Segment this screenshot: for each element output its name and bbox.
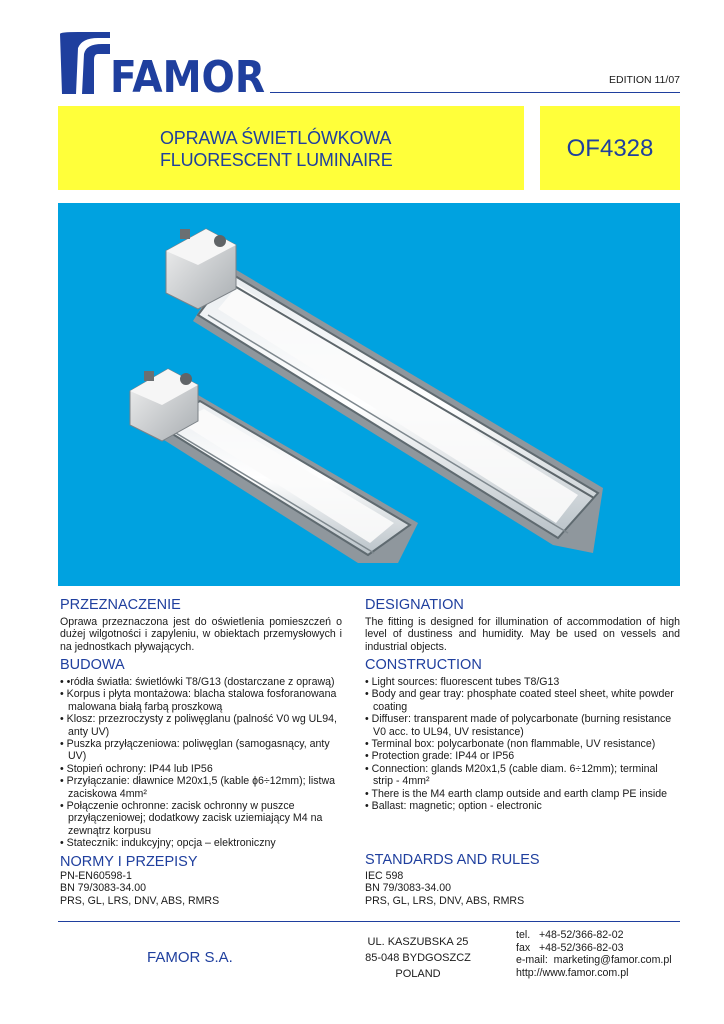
list-item: • Connection: glands M20x1,5 (cable diam. 6÷12mm); terminal strip - 4mm² <box>365 763 680 788</box>
product-code: OF4328 <box>566 135 654 162</box>
list-item: • Połączenie ochronne: zacisk ochronny w puszce przyłączeniowej; dodatkowy zacisk uziemiający M4 na zewnątrz korpusu <box>60 800 342 837</box>
list-item: • Ballast: magnetic; option - electronic <box>365 800 680 812</box>
standards-list-pl <box>60 870 219 907</box>
list-item: • •ródła światła: świetlówki T8/G13 (dostarczane z oprawą) <box>60 676 342 688</box>
list-item: PN-EN60598-1 <box>60 870 132 882</box>
purpose-heading-en: DESIGNATION <box>365 597 464 613</box>
list-item: • Przyłączanie: dławnice M20x1,5 (kable ɸ6÷12mm); listwa zaciskowa 4mm² <box>60 775 342 800</box>
list-item: BN 79/3083-34.00 <box>365 882 451 895</box>
list-item: • Protection grade: IP44 or IP56 <box>365 750 680 762</box>
list-item: • Terminal box: polycarbonate (non flammable, UV resistance) <box>365 738 680 750</box>
construction-heading-en: CONSTRUCTION <box>365 657 482 673</box>
list-item: IEC 598 <box>365 870 404 882</box>
footer-rule <box>58 921 680 922</box>
list-item: PRS, GL, LRS, DNV, ABS, RMRS <box>365 894 525 907</box>
purpose-text-en: The fitting is designed for illumination of accommodation of high level of dustiness and humidity. May be used on vessels and industrial objects. <box>365 616 680 653</box>
product-code-box <box>540 106 680 190</box>
standards-heading-pl: NORMY I PRZEPISY <box>60 854 198 870</box>
standards-list-en <box>365 870 524 907</box>
address-line: 85-048 BYDGOSZCZ <box>365 952 471 964</box>
contact-info <box>516 929 672 979</box>
fax: fax +48-52/366-82-03 <box>516 941 624 954</box>
standards-heading-en: STANDARDS AND RULES <box>365 852 540 868</box>
famor-logo <box>58 30 268 96</box>
title-english: FLUORESCENT LUMINAIRE <box>160 150 393 170</box>
list-item: • There is the M4 earth clamp outside and earth clamp PE inside <box>365 788 680 800</box>
company-address <box>338 934 498 982</box>
title-box <box>58 106 524 190</box>
phone: tel. +48-52/366-82-02 <box>516 929 624 941</box>
product-photo <box>58 203 680 586</box>
construction-heading-pl: BUDOWA <box>60 657 125 673</box>
list-item: • Puszka przyłączeniowa: poliwęglan (samogasnący, anty UV) <box>60 738 342 763</box>
list-item: • Korpus i płyta montażowa: blacha stalowa fosforanowana malowana białą farbą proszkową <box>60 688 342 713</box>
company-name: FAMOR S.A. <box>147 949 233 966</box>
list-item: • Klosz: przezroczysty z poliwęglanu (palność V0 wg UL94, anty UV) <box>60 713 342 738</box>
list-item: • Body and gear tray: phosphate coated steel sheet, white powder coating <box>365 688 680 713</box>
address-line: UL. KASZUBSKA 25 <box>367 936 469 948</box>
email: e-mail: marketing@famor.com.pl <box>516 954 672 966</box>
header-rule <box>270 92 680 93</box>
list-item: BN 79/3083-34.00 <box>60 882 146 895</box>
title-polish: OPRAWA ŚWIETLÓWKOWA <box>160 128 392 148</box>
purpose-heading-pl: PRZEZNACZENIE <box>60 597 181 613</box>
logo-wordmark: FAMOR <box>110 52 265 96</box>
list-item: PRS, GL, LRS, DNV, ABS, RMRS <box>60 894 220 907</box>
construction-list-pl <box>60 676 342 850</box>
luminaire-upper <box>193 265 603 553</box>
edition-label: EDITION 11/07 <box>609 74 680 86</box>
list-item: • Diffuser: transparent made of polycarbonate (burning resistance V0 acc. to UL94, UV resistance) <box>365 713 680 738</box>
construction-list-en <box>365 676 680 812</box>
list-item: • Statecznik: indukcyjny; opcja – elektroniczny <box>60 837 342 849</box>
address-line: POLAND <box>395 968 441 980</box>
website-link[interactable]: http://www.famor.com.pl <box>516 966 629 979</box>
list-item: • Stopień ochrony: IP44 lub IP56 <box>60 763 342 775</box>
purpose-text-pl: Oprawa przeznaczona jest do oświetlenia pomieszczeń o dużej wilgotności i zapyleniu, w obiektach przemysłowych i na jednostkach pływających. <box>60 616 342 653</box>
list-item: • Light sources: fluorescent tubes T8/G13 <box>365 676 680 688</box>
